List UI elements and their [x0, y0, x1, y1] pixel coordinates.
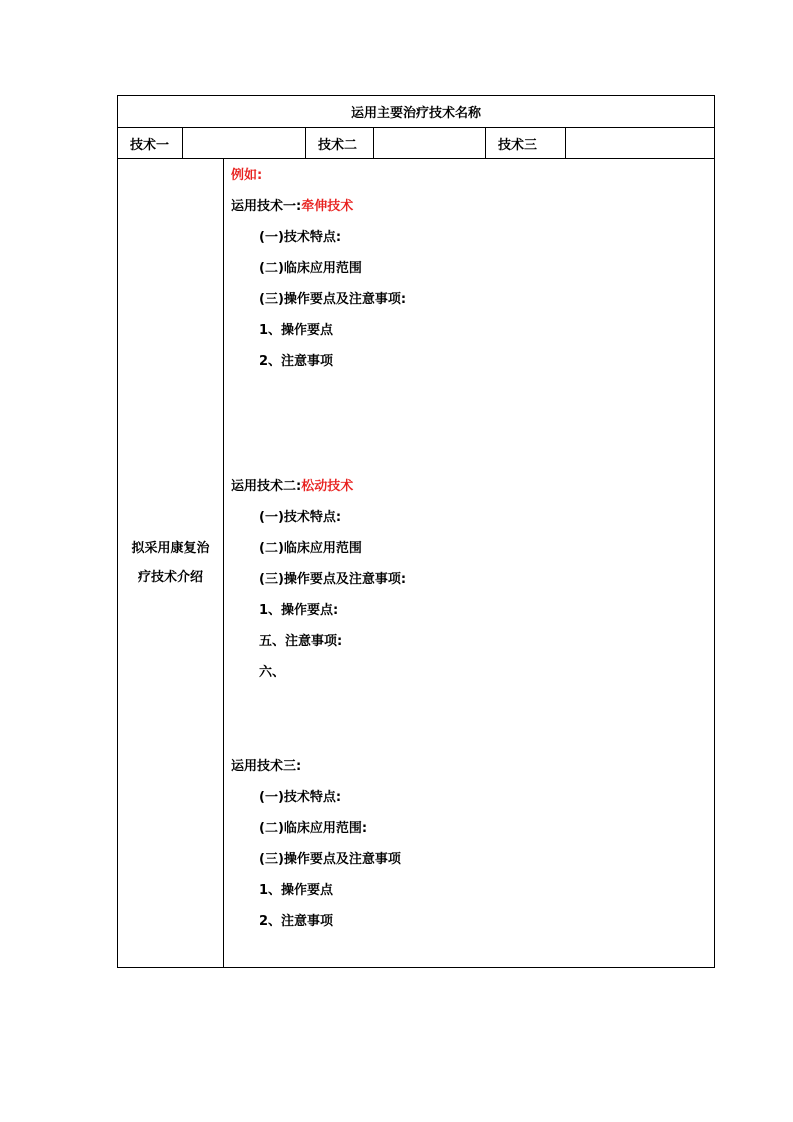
tech2-label: 技术二	[306, 128, 374, 159]
tech3-item: 2、注意事项	[259, 914, 334, 929]
tech2-item: 六、	[259, 665, 286, 680]
tech3-prefix: 运用技术三:	[231, 759, 302, 774]
tech1-name: 牵伸技术	[301, 199, 354, 214]
tech1-item: 1、操作要点	[259, 323, 334, 338]
side-label-line2: 疗技术介绍	[137, 570, 203, 585]
tech2-heading	[231, 479, 353, 495]
tech3-item: (二)临床应用范围:	[259, 821, 368, 836]
tech2-item: 1、操作要点:	[259, 603, 339, 618]
tech1-prefix: 运用技术一:	[231, 199, 302, 214]
tech1-item: (三)操作要点及注意事项:	[259, 292, 407, 307]
tech1-item: (一)技术特点:	[259, 230, 342, 245]
table-title: 运用主要治疗技术名称	[118, 96, 715, 128]
tech3-item: 1、操作要点	[259, 883, 334, 898]
tech3-item: (一)技术特点:	[259, 790, 342, 805]
tech1-heading	[231, 199, 353, 215]
tech1-label: 技术一	[118, 128, 183, 159]
tech3-heading	[231, 759, 301, 775]
tech2-item: (一)技术特点:	[259, 510, 342, 525]
technique-content	[224, 159, 714, 967]
tech3-label: 技术三	[486, 128, 566, 159]
tech2-item: (二)临床应用范围	[259, 541, 362, 556]
side-label-line1: 拟采用康复治	[131, 541, 210, 556]
tech3-item: (三)操作要点及注意事项	[259, 852, 401, 867]
tech2-prefix: 运用技术二:	[231, 479, 302, 494]
tech3-value-field[interactable]	[566, 128, 715, 159]
tech2-value-field[interactable]	[374, 128, 486, 159]
technique-form-table	[117, 95, 715, 968]
tech2-item: (三)操作要点及注意事项:	[259, 572, 407, 587]
tech2-item: 五、注意事项:	[259, 634, 343, 649]
technique-content-cell[interactable]	[224, 159, 715, 968]
tech1-item: 2、注意事项	[259, 354, 334, 369]
tech1-value-field[interactable]	[183, 128, 306, 159]
tech1-item: (二)临床应用范围	[259, 261, 362, 276]
example-label: 例如:	[231, 168, 263, 183]
side-label-cell	[118, 159, 224, 968]
tech2-name: 松动技术	[301, 479, 354, 494]
